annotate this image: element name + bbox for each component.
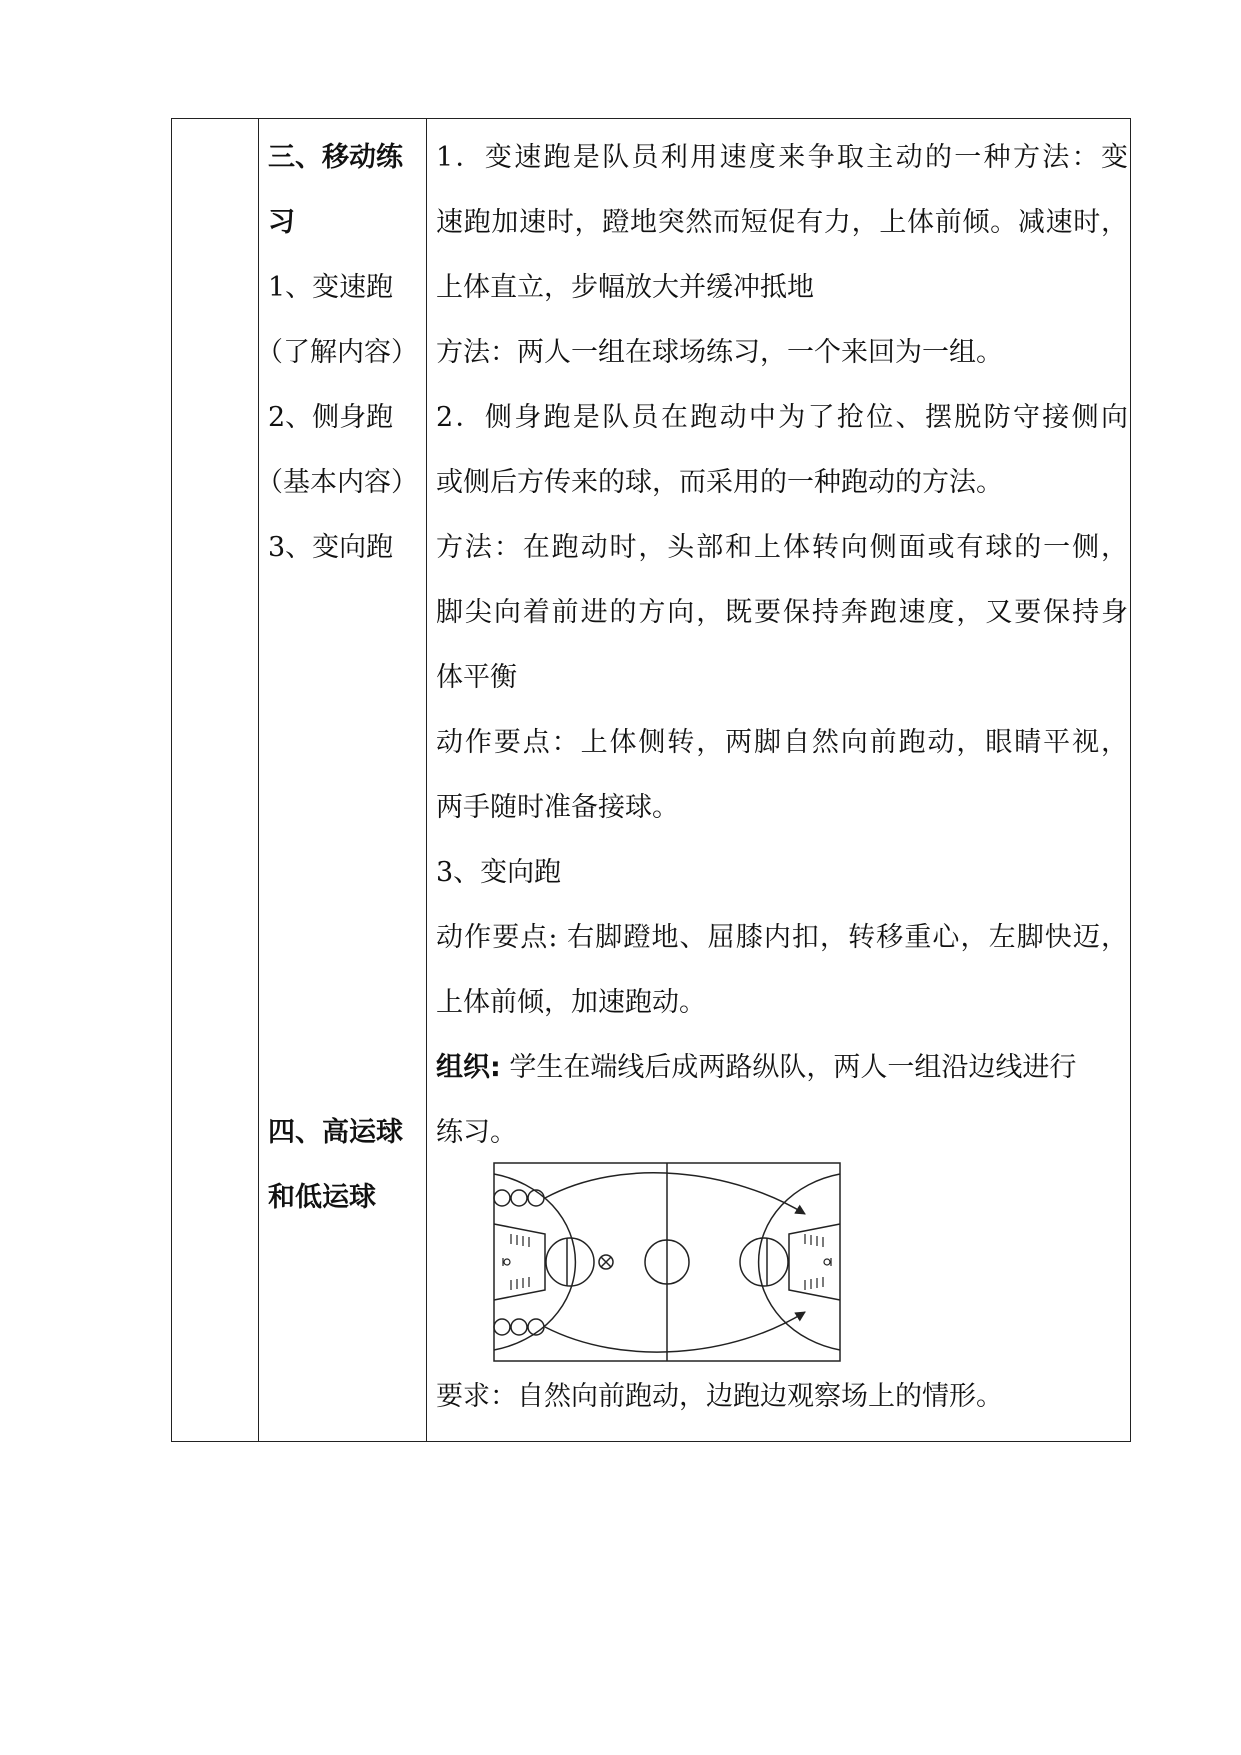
right-free-throw-circle [740, 1238, 788, 1286]
item-1-title: 1、变速跑 [268, 272, 394, 303]
item-2-note: （基本内容） [256, 467, 418, 498]
p1-method: 方法：两人一组在球场练习，一个来回为一组。 [436, 337, 1003, 368]
section-3-title-cont: 习 [268, 207, 295, 238]
item-2-title: 2、侧身跑 [268, 402, 394, 433]
x-marker-icon [599, 1255, 613, 1269]
p1-line-1: 1．变速跑是队员利用速度来争取主动的一种方法：变 [436, 142, 1128, 173]
section-4-title: 四、高运球 [268, 1117, 403, 1148]
bottom-run-arrow [545, 1312, 805, 1352]
p2-key-line-2: 两手随时准备接球。 [436, 792, 679, 823]
p2-key-line-1: 动作要点：上体侧转，两脚自然向前跑动，眼睛平视， [436, 727, 1128, 758]
column-divider-1 [258, 119, 259, 1441]
left-free-throw-circle [546, 1238, 594, 1286]
p3-key-line-2: 上体前倾，加速跑动。 [436, 987, 706, 1018]
p2-line-2: 或侧后方传来的球，而采用的一种跑动的方法。 [436, 467, 1003, 498]
p3-title: 3、变向跑 [436, 857, 562, 888]
p1-line-2: 速跑加速时，蹬地突然而短促有力，上体前倾。减速时， [436, 207, 1128, 238]
organization-label: 组织: [436, 1052, 501, 1083]
requirement-text: 要求：自然向前跑动，边跑边观察场上的情形。 [436, 1381, 1003, 1412]
p2-method-line-1: 方法：在跑动时，头部和上体转向侧面或有球的一侧， [436, 532, 1128, 563]
item-3-title: 3、变向跑 [268, 532, 394, 563]
organization-line-1 [436, 1035, 1128, 1100]
teaching-content-column [436, 119, 1128, 1165]
section-3-title: 三、移动练 [268, 142, 403, 173]
right-key [789, 1224, 840, 1300]
basketball-court-diagram [493, 1162, 841, 1362]
left-key [494, 1224, 545, 1300]
p2-method-line-3: 体平衡 [436, 662, 517, 693]
players-top-group [494, 1190, 544, 1206]
left-three-point-arc [494, 1174, 575, 1350]
organization-line-2: 练习。 [436, 1117, 517, 1148]
top-run-arrow [545, 1173, 805, 1214]
p3-key-line-1: 动作要点: 右脚蹬地、屈膝内扣，转移重心，左脚快迈， [436, 922, 1128, 953]
content-topic-column [256, 119, 428, 1230]
item-1-note: （了解内容） [256, 337, 418, 368]
p2-line-1: 2．侧身跑是队员在跑动中为了抢位、摆脱防守接侧向 [436, 402, 1128, 433]
lesson-plan-table [171, 118, 1131, 1442]
right-three-point-arc [759, 1174, 840, 1350]
p1-line-3: 上体直立，步幅放大并缓冲抵地 [436, 272, 814, 303]
p2-method-line-2: 脚尖向着前进的方向，既要保持奔跑速度，又要保持身 [436, 597, 1128, 628]
organization-text: 学生在端线后成两路纵队，两人一组沿边线进行 [500, 1052, 1077, 1083]
section-4-title-cont: 和低运球 [268, 1182, 376, 1213]
